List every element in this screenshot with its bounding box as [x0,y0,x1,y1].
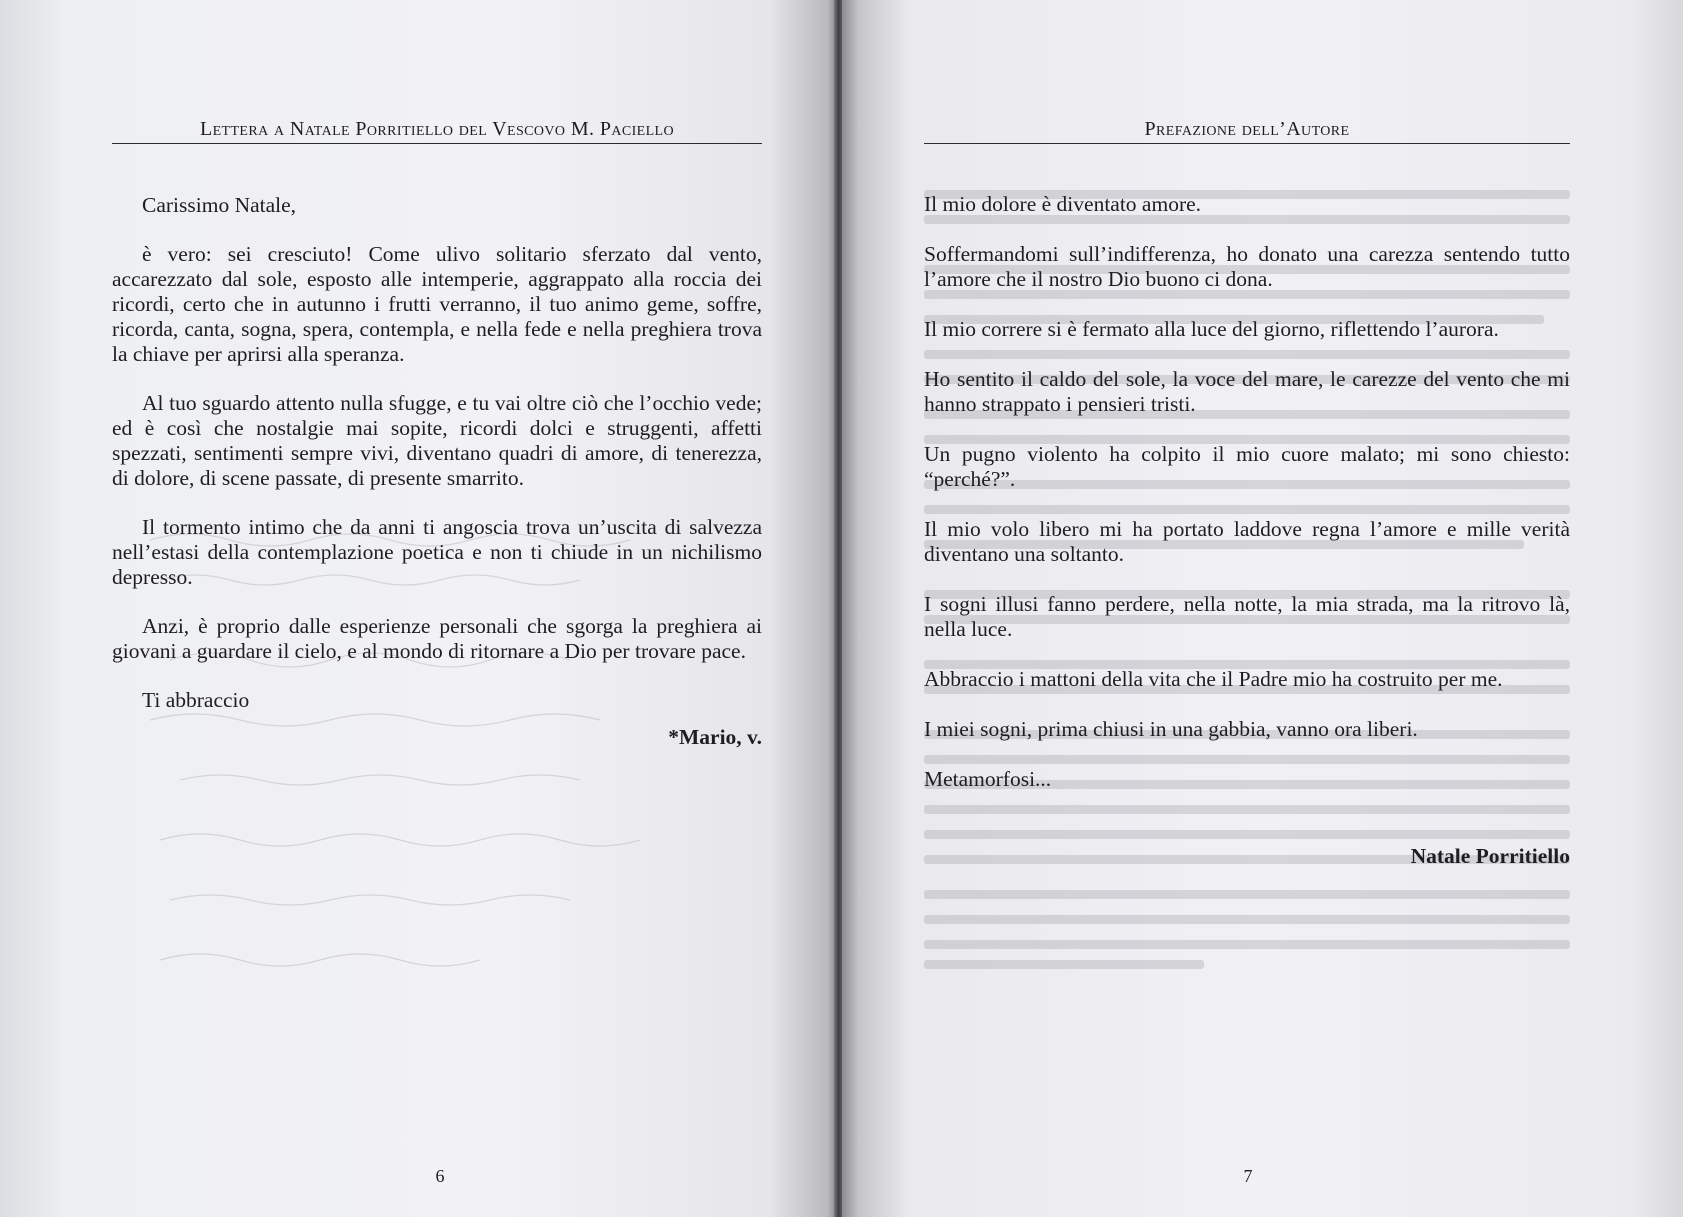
salutation: Carissimo Natale, [142,193,297,217]
paragraph: Soffermandomi sull’indifferenza, ho donato una carezza sentendo tutto l’amore che il nostro Dio buono ci dona. [924,242,1570,291]
closing: Ti abbraccio [142,688,250,712]
right-page [842,0,1683,1217]
paragraph: Il mio dolore è diventato amore. [924,192,1202,216]
running-head: Prefazione dell’Autore [1144,118,1350,140]
paragraph: I miei sogni, prima chiusi in una gabbia, vanno ora liberi. [924,717,1418,741]
page-number: 6 [435,1166,445,1186]
preface-body [924,192,1570,869]
page-number: 7 [1243,1166,1253,1186]
paragraph: Anzi, è proprio dalle esperienze personali che sgorga la preghiera ai giovani a guardare il cielo, e al mondo di ritornare a Dio per trovare pace. [112,614,762,663]
paragraph: Il tormento intimo che da anni ti angoscia trova un’uscita di salvezza nell’estasi della contemplazione poetica e non ti chiude in un nichilismo depresso. [112,515,762,589]
signature: Natale Porritiello [1410,844,1570,868]
paragraph: Il mio correre si è fermato alla luce del giorno, riflettendo l’aurora. [924,317,1499,341]
paragraph: è vero: sei cresciuto! Come ulivo solitario sferzato dal vento, accarezzato dal sole, esposto alle intemperie, aggrappato alla roccia dei ricordi, certo che in autunno i frutti verranno, il tuo animo geme, soffre, ricorda, canta, sogna, spera, contempla, e nella fede e nella preghiera trova la chiave per aprirsi alla speranza. [112,242,762,366]
header-rule [924,143,1570,144]
signature: *Mario, v. [668,725,762,749]
paragraph: Abbraccio i mattoni della vita che il Padre mio ha costruito per me. [924,667,1503,691]
paragraph: Il mio volo libero mi ha portato laddove regna l’amore e mille verità diventano una soltanto. [924,517,1570,566]
running-head: Lettera a Natale Porritiello del Vescovo M. Paciello [199,118,675,140]
paragraph: Metamorfosi... [924,767,1052,791]
paragraph: I sogni illusi fanno perdere, nella notte, la mia strada, ma la ritrovo là, nella luce. [924,592,1570,641]
left-page [0,0,836,1217]
paragraph: Un pugno violento ha colpito il mio cuore malato; mi sono chiesto: “perché?”. [924,442,1570,491]
paragraph: Ho sentito il caldo del sole, la voce del mare, le carezze del vento che mi hanno strappato i pensieri tristi. [924,367,1570,416]
header-rule [112,143,762,144]
letter-body [112,193,762,750]
paragraph: Al tuo sguardo attento nulla sfugge, e tu vai oltre ciò che l’occhio vede; ed è così che nostalgie mai sopite, ricordi dolci e struggenti, affetti spezzati, sentimenti sempre vivi, diventano quadri di amore, di tenerezza, di dolore, di scene passate, di presente smarrito. [112,391,762,490]
